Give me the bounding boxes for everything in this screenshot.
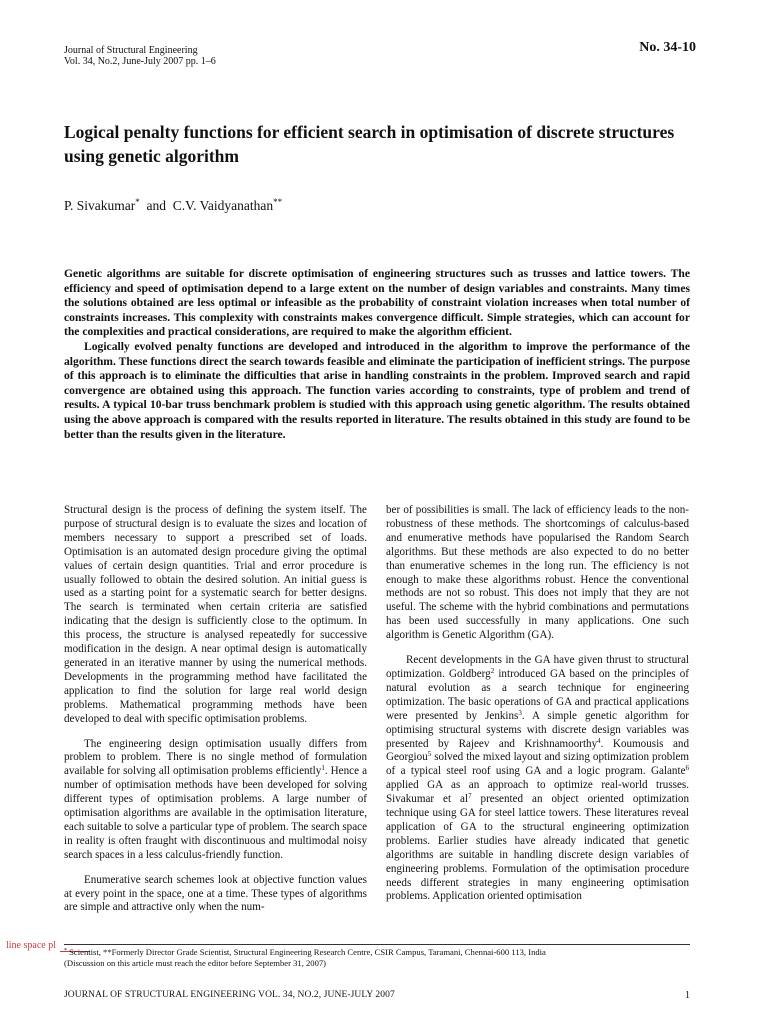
author-2-mark: **: [273, 197, 283, 207]
citation-ref: 5: [427, 750, 432, 759]
citation-ref: 7: [468, 792, 472, 801]
footnote-discussion: (Discussion on this article must reach the editor before September 31, 2007): [64, 958, 327, 968]
footnote-rule: [64, 944, 690, 945]
body-column-left: [64, 504, 367, 915]
body-paragraph-2: The engineering design optimisation usually differs from problem to problem. There is no single method of formulation available for solving all optimisation problems efficiently$^1$. Hence a number of optimisation methods have been developed for solving different types of optimisation problems. A large number of optimisation algorithms are available in the optimisation literature, each suitable to solve a particular type of problem. The search space in reality is often fraught with discontinuous and multimodal noisy search spaces in a less calculus-friendly function.: [64, 737, 368, 861]
journal-header: [64, 45, 216, 67]
author-2: C.V. Vaidyanathan: [172, 198, 274, 213]
body-paragraph-3: Enumerative search schemes look at objective function values at every point in the space, one at a time. These types of algorithms are simple and attractive only when the num-: [64, 873, 367, 914]
body-paragraph-3-continued: ber of possibilities is small. The lack of efficiency leads to the non-robustness of these methods. The shortcomings of calculus-based and enumerative methods have popularised the Random Search algorithms. But these methods are also expected to do no better than enumerative schemes in the long run. The efficiency is not enough to make these algorithms robust. Hence the conventional methods are not so robust. This does not imply that they are not useful. The scheme with the hybrid combinations and permutations has been used successfully in many applications. One such algorithm is Genetic Algorithm (GA).: [386, 504, 689, 642]
journal-name: Journal of Structural Engineering: [64, 45, 198, 56]
citation-ref: 6: [685, 764, 689, 773]
margin-annotation: line space pl: [6, 940, 56, 951]
abstract: [64, 267, 690, 442]
running-footer: JOURNAL OF STRUCTURAL ENGINEERING VOL. 34, NO.2, JUNE-JULY 2007: [64, 990, 395, 1000]
page-number: 1: [685, 990, 690, 1001]
citation-ref: 3: [518, 708, 522, 717]
citation-ref: 2: [490, 666, 495, 675]
footnote: [64, 947, 690, 969]
abstract-paragraph-2: Logically evolved penalty functions are developed and introduced in the algorithm to improve the performance of the algorithm. These functions direct the search towards feasible and eliminate the participation of inefficient strings. The purpose of this approach is to eliminate the difficulties that arise in handling constraints in the problem. Improved search and rapid convergence are obtained using this approach. The function varies according to constraints, type of problem and trend of results. A typical 10-bar truss benchmark problem is studied with this approach using genetic algorithm. The results obtained using the above approach is compared with the results reported in literature. The results obtained in this study are found to be better than the results given in the literature.: [64, 339, 690, 441]
abstract-paragraph-1: Genetic algorithms are suitable for discrete optimisation of engineering structures such as trusses and lattice towers. The efficiency and speed of optimisation depend to a large extent on the number of design variables and constraints. Many times the solutions obtained are less optimal or infeasible as the probability of constraint violation increases when total number of constraints increases. This complexity with constraints makes convergence difficult. Simple strategies, which can account for the complexities and practical considerations, are required to make the algorithm efficient.: [64, 267, 690, 339]
body-paragraph-4: Recent developments in the GA have given thrust to structural optimization. Goldberg$^2$ introduced GA based on the principles of natural evolution as a search technique for engineering optimization. The basic operations of GA and practical applications were presented by Jenkins$^3$. A simple genetic algorithm for optimising structural systems with discrete design variables was presented by Rajeev and Krishnamoorthy$^4$. Koumousis and Georgiou$^5$ solved the mixed layout and sizing optimization problem of a typical steel roof using GA and a logic program. Galante$^6$ applied GA as an approach to optimize real-world trusses. Sivakumar et $al^7$ presented an object oriented optimization technique using GA for steel lattice towers. These literatures reveal application of GA to the structural engineering optimization problems. Earlier studies have already indicated that genetic algorithms are suitable in handling discrete design variables of engineering problems. Formulation of the optimisation procedure needs different strategies in many engineering optimisation problems. Application oriented optimisation: [386, 654, 690, 903]
paper-title: Logical penalty functions for efficient search in optimisation of discrete structures using genetic algorithm: [64, 122, 675, 166]
body-column-right: [386, 504, 689, 904]
author-1: P. Sivakumar: [64, 198, 136, 213]
author-line: [64, 198, 282, 214]
citation-ref: 4: [597, 736, 601, 745]
journal-volume: Vol. 34, No.2, June-July 2007 pp. 1–6: [64, 56, 216, 67]
issue-number: No. 34-10: [639, 40, 696, 55]
footnote-affiliation: * Scientist, **Formerly Director Grade Scientist, Structural Engineering Research Centre, CSIR Campus, Taramani, Chennai-600 113, India: [64, 947, 546, 957]
body-paragraph-1: Structural design is the process of defining the system itself. The purpose of structural design is to evaluate the sizes and location of members necessary to support a prescribed set of loads. Optimisation is an automated design procedure giving the optimal values of certain design quantities. Trial and error procedure is usually followed to obtain the desired solution. An initial guess is used as a starting point for a systematic search for better designs. The search is terminated when certain criteria are satisfied indicating that the design is sufficiently close to the optimum. In this process, the structure is analysed repeatedly for successive modification in the design. A near optimal design is automatically generated in an iterative manner by using the numerical methods. Developments in the programming method have facilitated the application to find the solution for large real world design problems. Mathematical programming methods have been developed to deal with specific optimisation problems.: [64, 504, 367, 725]
citation-ref: 1: [321, 764, 325, 773]
author-connector: and: [146, 198, 167, 213]
author-1-mark: *: [135, 197, 140, 207]
